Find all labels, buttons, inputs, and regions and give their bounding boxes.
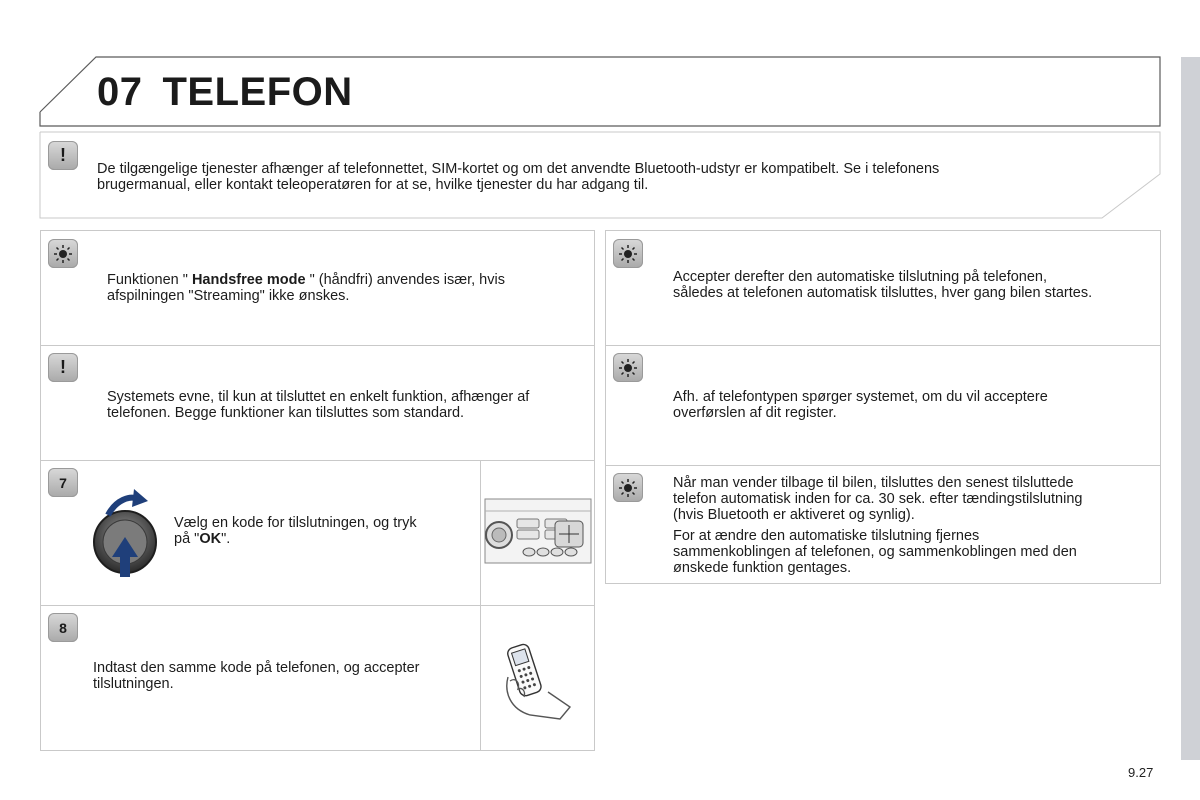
phone-in-hand-illustration — [500, 637, 575, 722]
tip-register-line1: Afh. af telefontypen spørger systemet, om du vil acceptere — [673, 389, 1048, 405]
step-7-line2 — [174, 531, 417, 547]
tip-register-line2: overførslen af dit register. — [673, 405, 837, 421]
step-7-post: ". — [221, 531, 231, 547]
notice-top-text — [97, 161, 939, 193]
tip-register-text — [673, 389, 1048, 421]
tip-handsfree-bold: Handsfree mode — [191, 272, 306, 288]
step-7-badge: 7 — [48, 468, 78, 497]
tip-return-line1: Når man vender tilbage til bilen, tilsluttes den senest tilsluttede — [673, 475, 1074, 491]
tip-handsfree-pre: Funktionen " — [107, 272, 192, 288]
tip-icon — [613, 239, 643, 268]
knob-press-icon — [88, 485, 168, 585]
step-7-text — [174, 515, 417, 547]
tip-handsfree-text — [107, 272, 505, 304]
tip-return-line2: telefon automatisk inden for ca. 30 sek. efter tændingstilslutning — [673, 491, 1083, 507]
warning-icon: ! — [48, 141, 78, 170]
step-7-pre: på " — [174, 531, 200, 547]
step-8-divider — [480, 605, 481, 751]
warning-single-line2: telefonen. Begge funktioner kan tilsluttes som standard. — [107, 405, 465, 421]
warning-single-line1: Systemets evne, til kun at tilsluttet en enkelt funktion, afhænger af — [107, 389, 530, 405]
step-8-text — [93, 660, 419, 692]
tip-handsfree-line1 — [107, 272, 505, 288]
tip-auto-line1: Accepter derefter den automatiske tilslutning på telefonen, — [673, 269, 1048, 285]
tip-icon — [613, 473, 643, 502]
tip-handsfree-post: " (håndfri) anvendes især, hvis — [305, 272, 505, 288]
tip-return-text — [673, 475, 1082, 576]
page-number: 9.27 — [1128, 765, 1154, 780]
tip-handsfree-line2: afspilningen "Streaming" ikke ønskes. — [107, 288, 350, 304]
tip-auto-line2: således at telefonen automatisk tilsluttes, hver gang bilen startes. — [673, 285, 1093, 301]
radio-panel-illustration — [483, 497, 593, 567]
notice-top-line2: brugermanual, eller kontakt teleoperatøren for at se, hvilke tjenester du har adgang til. — [97, 177, 649, 193]
notice-top-line1: De tilgængelige tjenester afhænger af telefonnettet, SIM-kortet og om det anvendte Bluetooth-udstyr er kompatibelt. Se i telefonens — [97, 161, 940, 177]
step-8-line1: Indtast den samme kode på telefonen, og accepter — [93, 660, 420, 676]
step-7-divider — [480, 460, 481, 606]
chapter-title: TELEFON — [162, 70, 353, 114]
warning-single-text — [107, 389, 529, 421]
tip-auto-connect-text — [673, 269, 1092, 301]
chapter-number: 07 — [97, 70, 143, 114]
warning-icon: ! — [48, 353, 78, 382]
tip-return-line6: ønskede funktion gentages. — [673, 560, 852, 576]
tip-return-line5: sammenkoblingen af telefonen, og sammenkoblingen med den — [673, 544, 1077, 560]
tip-return-line4: For at ændre den automatiske tilslutning fjernes — [673, 528, 980, 544]
tip-icon — [613, 353, 643, 382]
tip-return-line3: (hvis Bluetooth er aktiveret og synlig). — [673, 507, 915, 523]
step-7-ok: OK — [199, 531, 222, 547]
tip-icon — [48, 239, 78, 268]
page-title — [97, 70, 353, 115]
step-8-line2: tilslutningen. — [93, 676, 174, 692]
step-7-line1: Vælg en kode for tilslutningen, og tryk — [174, 515, 417, 531]
step-8-badge: 8 — [48, 613, 78, 642]
